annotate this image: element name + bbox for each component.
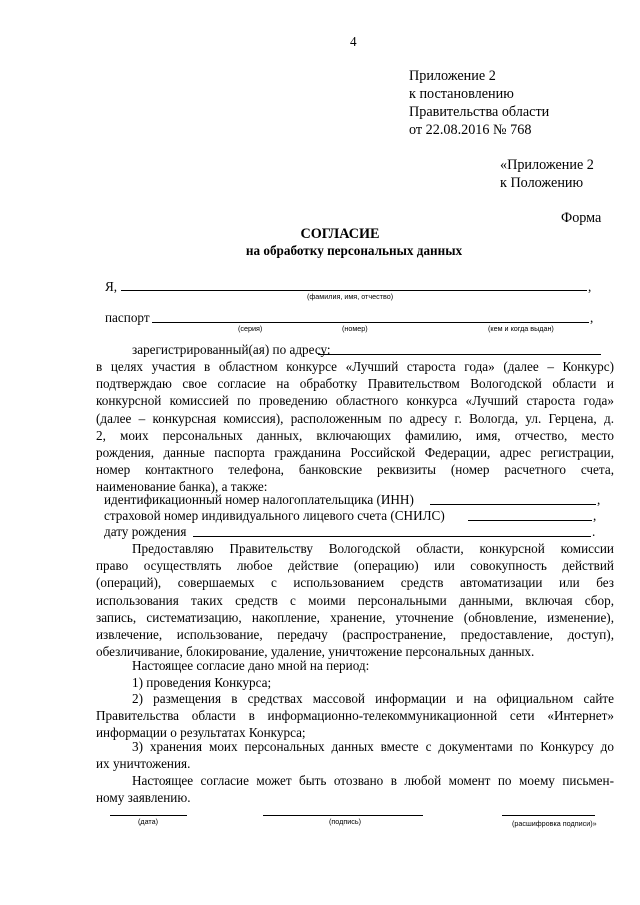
period-item-2-line: 2) размещения в средствах массовой информации и на официальном сайте — [132, 691, 614, 706]
passport-issued-caption: (кем и когда выдан) — [488, 324, 554, 333]
revocation-line: ному заявлению. — [96, 790, 191, 806]
period-item-2-line: информации о результатах Конкурса; — [96, 725, 306, 741]
name-field-comma: , — [588, 279, 592, 294]
consent-paragraph-line: использования таких средств с моими персональными данными, включая сбор, — [96, 592, 614, 608]
birth-date-field-label: дату рождения — [104, 524, 187, 539]
date-signature-line[interactable] — [110, 815, 187, 816]
name-field-label: Я, — [105, 279, 118, 294]
document-subtitle: на обработку персональных данных — [245, 243, 463, 258]
passport-field-line[interactable] — [152, 322, 589, 323]
appendix-line-4: от 22.08.2016 № 768 — [409, 122, 532, 138]
consent-paragraph-line: (операций), совершаемых с использованием средств автоматизации или без — [96, 575, 614, 591]
consent-paragraph-line: право осуществлять любое действие (операцию) или совокупность действий — [96, 558, 614, 574]
page-number: 4 — [350, 34, 357, 49]
address-field-line[interactable] — [318, 354, 601, 355]
signature-line[interactable] — [263, 815, 423, 816]
sub-appendix-line-2: к Положению — [500, 175, 584, 191]
inn-field-label: идентификационный номер налогоплательщика (ИНН) — [104, 492, 414, 507]
consent-paragraph — [96, 540, 614, 660]
main-paragraph-line: номер контактного телефона, банковские реквизиты (номер расчетного счета, — [96, 462, 614, 478]
form-label: Форма — [561, 210, 602, 226]
passport-series-caption: (серия) — [238, 324, 263, 333]
consent-paragraph-line: извлечение, использование, передачу (распространение, предоставление, доступ), — [96, 626, 614, 642]
period-item-3-line: 3) хранения моих персональных данных вместе с документами по Конкурсу до — [132, 739, 614, 754]
main-paragraph-line: наименование банка), а также: — [96, 479, 268, 495]
address-field-label: зарегистрированный(ая) по адресу: — [132, 342, 331, 357]
main-paragraph-line: 2, моих персональных данных, включающих фамилию, имя, отчество, место — [96, 427, 614, 443]
date-caption: (дата) — [138, 817, 159, 826]
snils-field-comma: , — [593, 508, 597, 523]
main-paragraph — [96, 358, 614, 496]
appendix-line-3: Правительства области — [409, 104, 550, 120]
main-paragraph-line: подтверждаю свое согласие на обработку Правительством Вологодской области и — [96, 376, 614, 392]
period-intro: Настоящее согласие дано мной на период: — [132, 658, 370, 673]
name-field-line[interactable] — [121, 290, 587, 291]
passport-field-label: паспорт — [105, 310, 150, 325]
revocation-line: Настоящее согласие может быть отозвано в любой момент по моему письмен- — [132, 773, 614, 788]
main-paragraph-line: конкурсной комиссией по проведению областного конкурса «Лучший староста года» — [96, 393, 614, 409]
document-title: СОГЛАСИЕ — [300, 226, 380, 242]
name-field-caption: (фамилия, имя, отчество) — [307, 292, 394, 301]
birth-date-field-dot: . — [592, 524, 596, 539]
appendix-line-2: к постановлению — [409, 86, 514, 102]
appendix-line-1: Приложение 2 — [409, 68, 496, 84]
consent-paragraph-line: обезличивание, блокирование, удаление, уничтожение персональных данных. — [96, 644, 535, 660]
inn-field-comma: , — [597, 492, 601, 507]
signature-caption: (подпись) — [329, 817, 361, 826]
decode-signature-line[interactable] — [502, 815, 595, 816]
passport-number-caption: (номер) — [342, 324, 368, 333]
main-paragraph-line: в целях участия в областном конкурсе «Лучший староста года» (далее – Конкурс) — [96, 359, 614, 374]
period-item-2 — [96, 690, 614, 742]
main-paragraph-line: рождения, данные паспорта гражданина Российской Федерации, адрес регистрации, — [96, 444, 614, 460]
main-paragraph-line: (далее – конкурсная комиссия), расположенным по адресу г. Вологда, ул. Герцена, д. — [96, 410, 614, 426]
decode-signature-caption: (расшифровка подписи)» — [512, 819, 597, 828]
passport-field-comma: , — [590, 310, 594, 325]
period-item-1: 1) проведения Конкурса; — [132, 675, 272, 690]
inn-field-line[interactable] — [430, 504, 596, 505]
birth-date-field-line[interactable] — [193, 536, 591, 537]
consent-paragraph-line: Предоставляю Правительству Вологодской области, конкурсной комиссии — [132, 541, 614, 556]
period-item-2-line: Правительства области в информационно-телекоммуникационной сети «Интернет» — [96, 708, 614, 724]
snils-field-label: страховой номер индивидуального лицевого счета (СНИЛС) — [104, 508, 445, 523]
period-item-3-line: их уничтожения. — [96, 756, 191, 772]
period-item-3 — [96, 738, 614, 772]
sub-appendix-line-1: «Приложение 2 — [500, 157, 594, 173]
consent-paragraph-line: запись, систематизацию, накопление, хранение, уточнение (обновление, изменение), — [96, 609, 614, 625]
snils-field-line[interactable] — [468, 520, 592, 521]
revocation-paragraph — [96, 772, 614, 806]
